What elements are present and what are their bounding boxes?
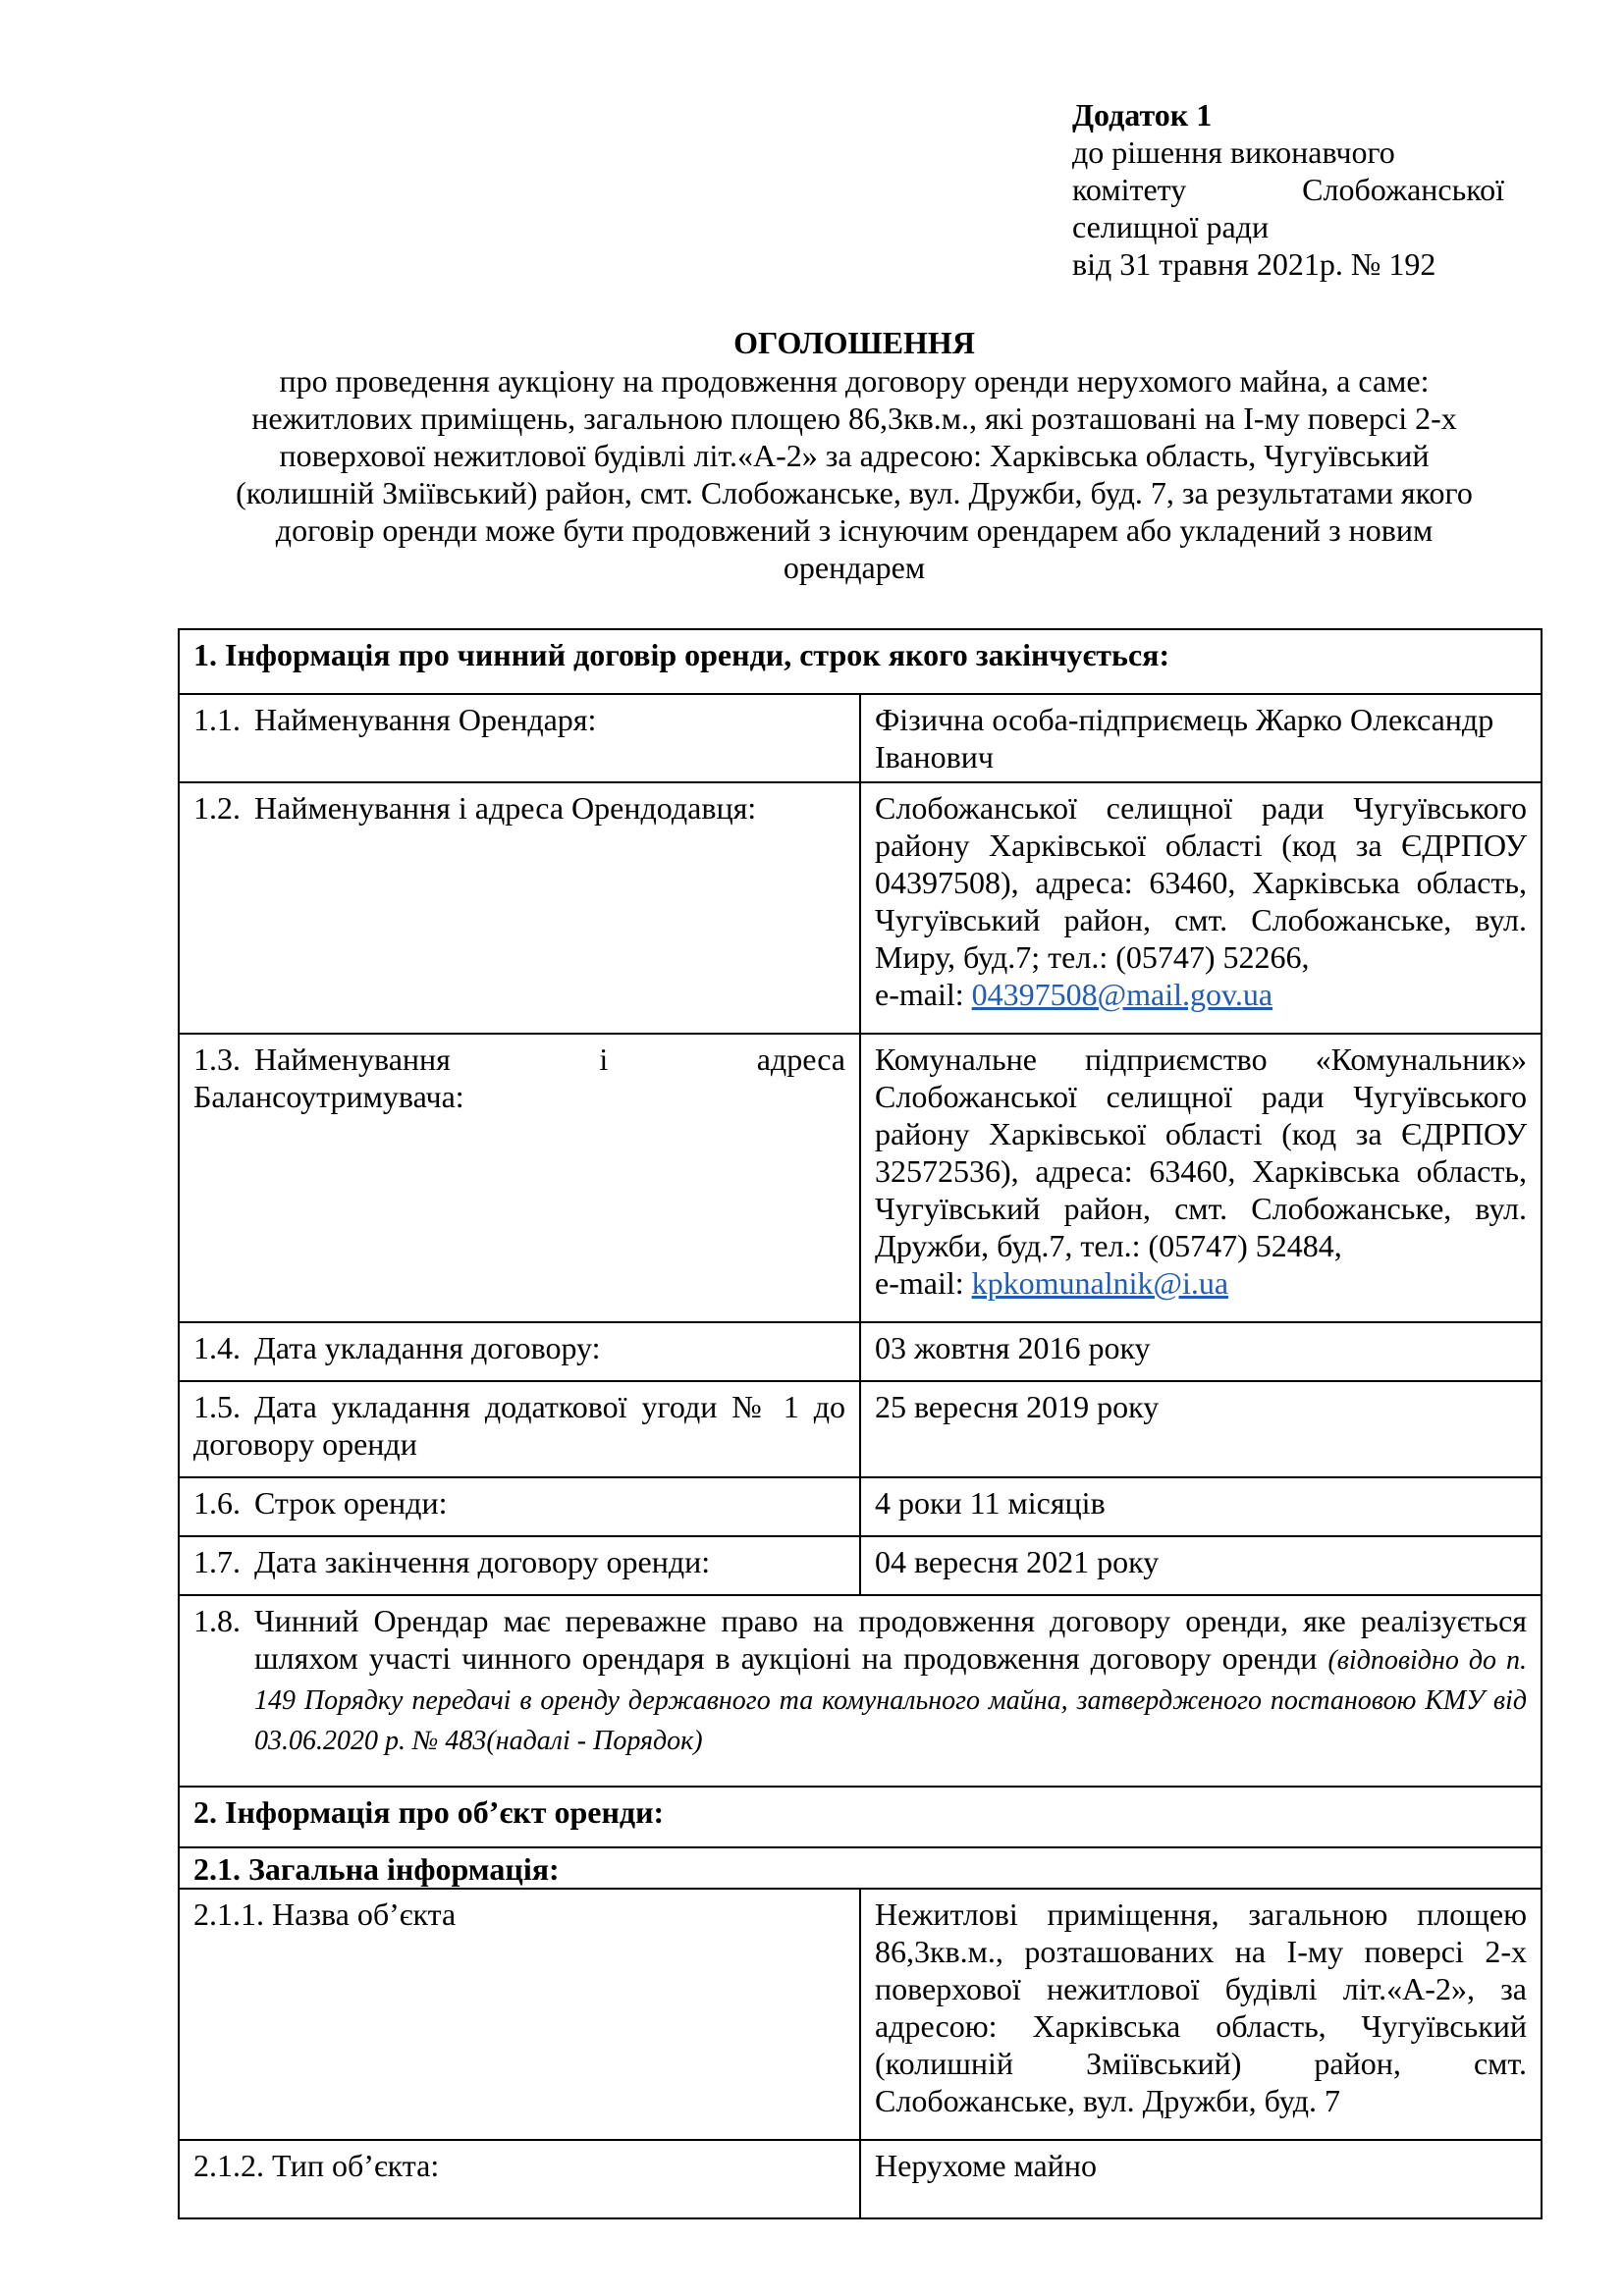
announcement-line: про проведення аукціону на продовження договору оренди нерухомого майна, а саме: (279, 363, 1430, 399)
row-number: 1.8. (193, 1603, 241, 1638)
row-number: 1.4. (193, 1330, 241, 1365)
row-1-3-label-line (193, 1041, 845, 1078)
row-label-c: адреса (756, 1041, 845, 1077)
addendum-line-2 (1072, 171, 1504, 208)
row-1-5-label (179, 1381, 860, 1477)
row-label-part (193, 1041, 451, 1078)
legal-reference-note: (відповідно до п. 149 Порядку передачі в оренду державного та комунального майна, затвердженого постановою КМУ від 03.06.2020 р. № 483(надалі - Порядок) (254, 1645, 1528, 1756)
addendum-line-4: від 31 травня 2021р. № 192 (1072, 246, 1436, 282)
section-1-row (179, 629, 1542, 694)
row-number: 1.6. (193, 1485, 241, 1521)
announcement-line: поверхової нежитлової будівлі літ.«А-2» за адресою: Харківська область, Чугуївський (279, 438, 1430, 473)
announcement-line: договір оренди може бути продовжений з існуючим орендарем або укладений з новим (275, 512, 1434, 548)
table-row (179, 1322, 1542, 1381)
addendum-line-3: селищної ради (1072, 209, 1270, 244)
row-1-2-value (860, 782, 1542, 1034)
row-1-1-value: Фізична особа-підприємець Жарко Олександр Іванович (860, 694, 1542, 782)
announcement-line: орендарем (783, 550, 926, 585)
table-row (179, 1381, 1542, 1477)
addendum-line-1: до рішення виконавчого (1072, 134, 1395, 170)
row-1-6-value: 4 роки 11 місяців (860, 1477, 1542, 1536)
row-label: Дата укладання додаткової угоди № 1 до договору оренди (193, 1389, 845, 1462)
row-1-8-text (193, 1602, 1527, 1760)
section-2-1-row (179, 1847, 1542, 1889)
preemptive-right-text: Чинний Орендар має переважне право на продовження договору оренди, яке реалізується шляхом участі чинного орендаря в аукціоні на продовження договору оренди (254, 1603, 1527, 1676)
table-row (179, 782, 1542, 1034)
announcement-heading (177, 324, 1532, 586)
section-2-row (179, 1787, 1542, 1847)
row-2-1-2-value: Нерухоме майно (860, 2140, 1542, 2218)
row-1-1-label (179, 694, 860, 782)
row-label-b: і (599, 1041, 609, 1077)
table-row (179, 1477, 1542, 1536)
table-row (179, 1536, 1542, 1595)
row-1-3-label (179, 1034, 860, 1322)
email-prefix: e-mail: (875, 977, 972, 1012)
balance-holder-address: Комунальне підприємство «Комунальник» Слобожанської селищної ради Чугуївського району Харківської області (код за ЄДРПОУ 32572536), адреса: 63460, Харківська область, Чугуївський район, смт. Слобожанське, вул. Дружби, буд.7, тел.: (05747) 52484, (875, 1041, 1527, 1263)
row-1-4-label (179, 1322, 860, 1381)
section-2-heading: 2. Інформація про об’єкт оренди: (179, 1787, 1542, 1847)
row-label: Найменування Орендаря: (254, 702, 597, 737)
row-label-d: Балансоутримувача: (193, 1079, 464, 1114)
addendum-block (1072, 96, 1504, 283)
row-label: Дата укладання договору: (254, 1330, 601, 1365)
table-row (179, 1034, 1542, 1322)
table-row (179, 1889, 1542, 2140)
balance-holder-email-link[interactable]: kpkomunalnik@i.ua (971, 1265, 1229, 1301)
addendum-title: Додаток 1 (1072, 97, 1213, 133)
row-2-1-2-label: 2.1.2. Тип об’єкта: (179, 2140, 860, 2218)
row-1-7-label (179, 1536, 860, 1595)
announcement-title: ОГОЛОШЕННЯ (733, 325, 975, 360)
table-row (179, 2140, 1542, 2218)
row-2-1-1-label: 2.1.1. Назва об’єкта (179, 1889, 860, 2140)
row-number: 1.2. (193, 790, 241, 826)
lessor-email-link[interactable]: 04397508@mail.gov.ua (971, 977, 1273, 1012)
row-label: Строк оренди: (254, 1485, 448, 1521)
addendum-line-2a: комітету (1072, 172, 1187, 207)
table-row (179, 694, 1542, 782)
row-1-5-value: 25 вересня 2019 року (860, 1381, 1542, 1477)
lessor-address: Слобожанської селищної ради Чугуївського району Харківської області (код за ЄДРПОУ 04397508), адреса: 63460, Харківська область, Чугуївський район, смт. Слобожанське, вул. Миру, буд.7; тел.: (05747) 52266, (875, 790, 1527, 975)
row-1-8 (179, 1595, 1542, 1787)
row-1-2-label (179, 782, 860, 1034)
row-number: 1.1. (193, 702, 241, 737)
email-prefix: e-mail: (875, 1265, 972, 1301)
row-number: 1.3. (193, 1041, 241, 1077)
section-2-1-heading: 2.1. Загальна інформація: (179, 1847, 1542, 1889)
announcement-line: нежитлових приміщень, загальною площею 86,3кв.м., які розташовані на І-му поверсі 2-х (251, 400, 1457, 436)
row-2-1-1-value: Нежитлові приміщення, загальною площею 86,3кв.м., розташованих на І-му поверсі 2-х поверхової нежитлової будівлі літ.«А-2», за адресою: Харківська область, Чугуївський (колишній Зміївський) район, смт. Слобожанське, вул. Дружби, буд. 7 (860, 1889, 1542, 2140)
row-label-a: Найменування (254, 1041, 451, 1077)
row-label: Дата закінчення договору оренди: (254, 1544, 711, 1579)
announcement-line: (колишній Зміївський) район, смт. Слобожанське, вул. Дружби, буд. 7, за результатами якого (236, 475, 1473, 510)
row-1-6-label (179, 1477, 860, 1536)
section-1-heading: 1. Інформація про чинний договір оренди, строк якого закінчується: (179, 629, 1542, 694)
row-1-4-value: 03 жовтня 2016 року (860, 1322, 1542, 1381)
lease-info-table (178, 628, 1543, 2219)
row-label: Найменування і адреса Орендодавця: (254, 790, 757, 826)
row-number: 1.5. (193, 1389, 241, 1424)
row-number: 1.7. (193, 1544, 241, 1579)
row-1-7-value: 04 вересня 2021 року (860, 1536, 1542, 1595)
row-1-3-value (860, 1034, 1542, 1322)
table-row (179, 1595, 1542, 1787)
addendum-line-2b: Слобожанської (1302, 172, 1504, 207)
